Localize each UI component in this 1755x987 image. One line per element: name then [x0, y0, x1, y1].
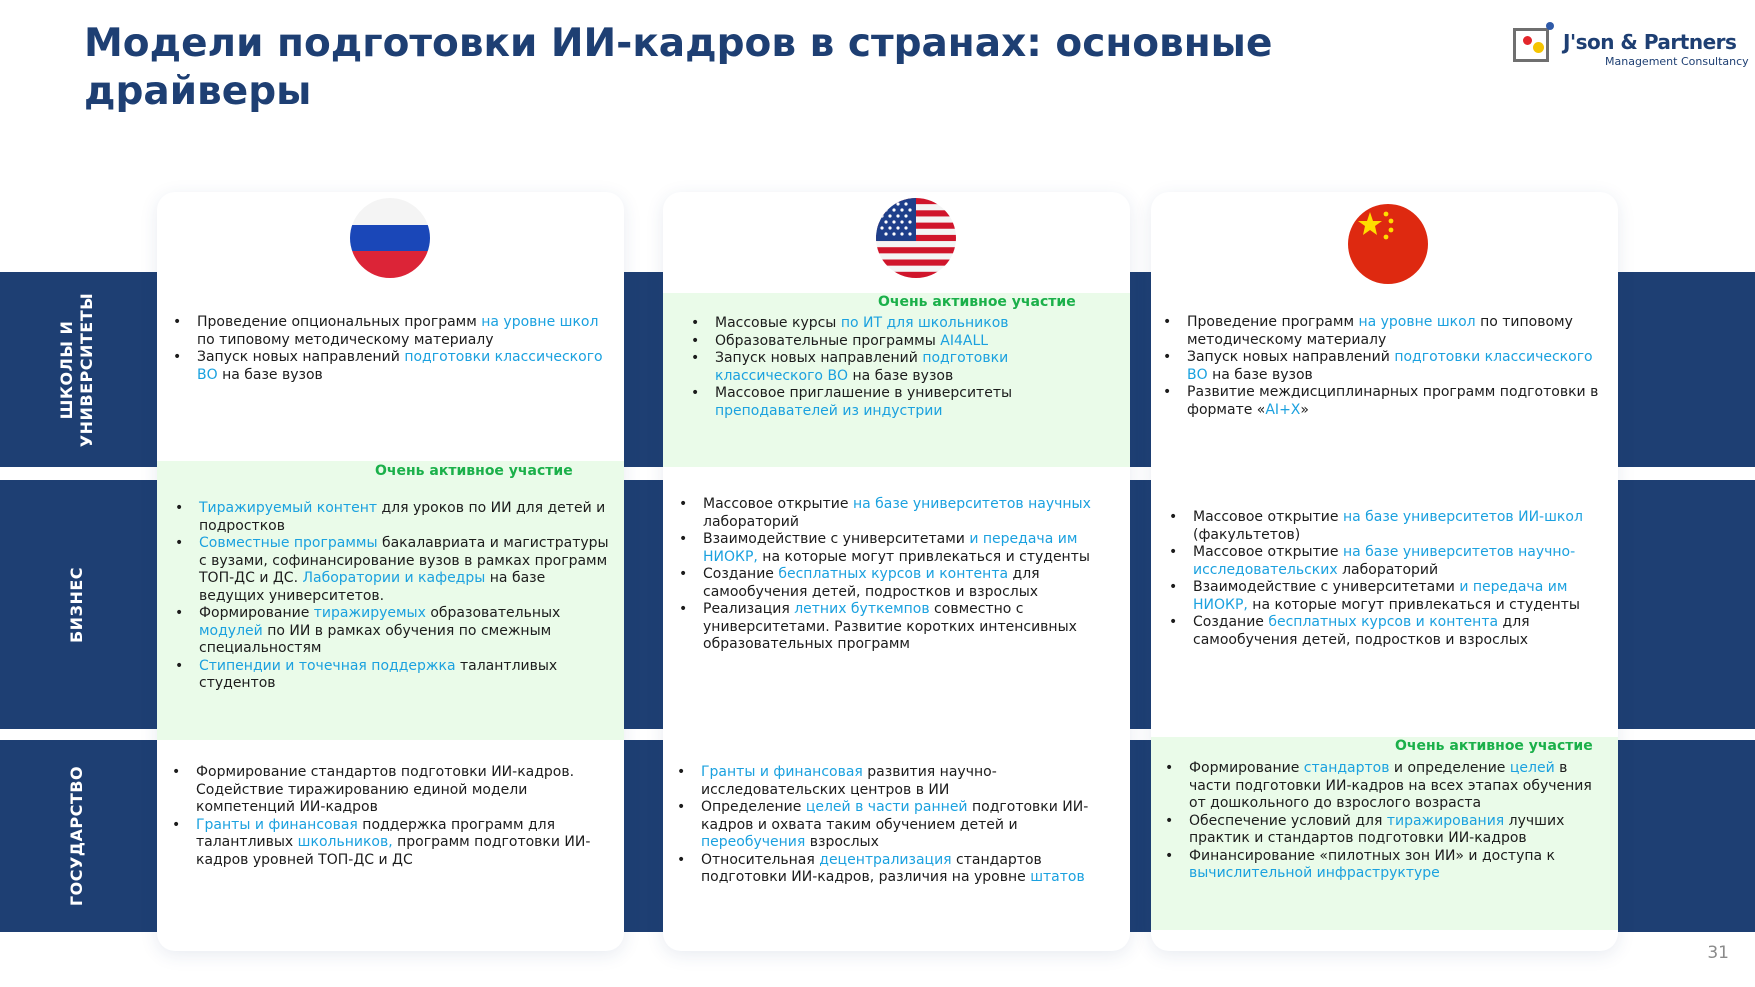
cell-usa-schools [663, 293, 1130, 467]
logo-tagline: Management Consultancy [1605, 55, 1749, 68]
item-list [687, 315, 1117, 420]
item-text: стандартов подготовки ИИ-кадров, различия на уровне [701, 851, 1042, 885]
highlighted-text: целей в части ранней [805, 799, 968, 815]
usa-flag-icon [876, 198, 956, 278]
highlighted-text: Тиражируемый контент [199, 500, 378, 516]
item-text: Определение [701, 799, 806, 815]
highlighted-text: на уровне школ [1358, 314, 1476, 330]
item-text: Взаимодействие с университетами [703, 531, 970, 547]
list-item [673, 799, 1118, 852]
item-text: бакалавриата и магистратуры с вузами, софинансирование вузов в рамках программ ТОП-ДС и ДС. [199, 535, 609, 586]
active-participation-label: Очень активное участие [375, 463, 573, 479]
cell-china-schools [1151, 272, 1618, 467]
item-text: Запуск новых направлений [197, 349, 405, 365]
item-list [171, 500, 611, 693]
company-logo [1513, 8, 1749, 68]
active-participation-label: Очень активное участие [878, 294, 1076, 310]
page-number: 31 [1707, 943, 1729, 963]
item-text: Формирование [1189, 760, 1304, 776]
item-text: (факультетов) [1193, 526, 1301, 543]
highlighted-text: Стипендии и точечная поддержка [199, 657, 456, 674]
item-list [1165, 509, 1605, 649]
highlighted-text: по ИТ для школьников [840, 315, 1009, 331]
item-text: программ подготовки ИИ-кадров уровней ТОП-ДС и ДС [196, 834, 591, 868]
item-text: лучших практик и стандартов подготовки ИИ-кадров [1189, 812, 1565, 846]
highlighted-text: переобучения [701, 834, 806, 850]
highlighted-text: тиражирования [1386, 812, 1505, 829]
highlighted-text: и передача им НИОКР, [703, 531, 1078, 565]
logo-mark-icon [1513, 22, 1555, 62]
list-item [1161, 813, 1601, 848]
item-text: поддержка программ для талантливых [196, 816, 556, 850]
row-label-text: ГОСУДАРСТВО [67, 765, 87, 907]
highlighted-text: Гранты и финансовая [196, 816, 358, 833]
item-text: для самообучения детей, подростков и взрослых [1193, 614, 1530, 648]
list-item [673, 764, 1118, 799]
highlighted-text: и передача им НИОКР, [1193, 579, 1568, 613]
highlighted-text: AI+X [1265, 401, 1301, 418]
list-item [1165, 544, 1605, 579]
country-card-china [1151, 192, 1618, 951]
cell-russia-schools [157, 272, 624, 467]
list-item [171, 605, 611, 658]
cell-china-business [1151, 480, 1618, 729]
highlighted-text: преподавателей из индустрии [715, 402, 943, 419]
item-text: лабораторий [703, 513, 799, 530]
row-label-schools [0, 272, 155, 467]
highlighted-text: децентрализация [819, 851, 952, 868]
cell-usa-government [663, 740, 1130, 932]
country-card-russia [157, 192, 624, 951]
item-text: развития научно-исследовательских центров в ИИ [701, 764, 997, 798]
item-text: Запуск новых направлений [1187, 349, 1395, 365]
highlighted-text: летних буткемпов [794, 601, 930, 617]
list-item [675, 496, 1120, 531]
active-participation-label: Очень активное участие [1395, 738, 1593, 754]
list-item [675, 531, 1120, 566]
list-item [673, 852, 1118, 887]
item-list [1159, 314, 1609, 419]
item-text: Образовательные программы [715, 332, 941, 349]
highlighted-text: подготовки классического ВО [197, 349, 603, 383]
highlighted-text: школьников, [297, 834, 393, 850]
item-text: по ИИ в рамках обучения по смежным специальностям [199, 622, 552, 656]
item-text: для самообучения детей, подростков и взрослых [703, 566, 1040, 600]
item-text: Обеспечение условий для [1189, 812, 1387, 829]
logo-brand: J'son & Partners [1563, 30, 1737, 54]
highlighted-text: на уровне школ [481, 314, 599, 330]
highlighted-text: бесплатных курсов и контента [1268, 614, 1499, 630]
list-item [687, 350, 1117, 385]
item-list [673, 764, 1118, 887]
list-item [168, 764, 608, 817]
list-item [1159, 349, 1609, 384]
item-text: Реализация [703, 601, 795, 617]
item-text: Массовое открытие [1193, 509, 1343, 525]
item-text: Взаимодействие с университетами [1193, 579, 1460, 595]
highlighted-text: на базе университетов ИИ-школ [1342, 509, 1583, 525]
item-text: Массовое открытие [703, 496, 853, 512]
item-text: Формирование [199, 605, 314, 621]
cell-usa-business [663, 480, 1130, 729]
list-item [1165, 509, 1605, 544]
list-item [687, 315, 1117, 333]
cell-russia-government [157, 740, 624, 932]
item-text: Массовое приглашение в университеты [715, 385, 1013, 401]
highlighted-text: на базе университетов научных [852, 496, 1091, 512]
item-text: в части подготовки ИИ-кадров на всех этапах обучения от дошкольного до взрослого возраста [1189, 760, 1592, 811]
item-text: Массовое открытие [1193, 544, 1343, 560]
item-text: на базе ведущих университетов. [199, 570, 546, 604]
highlighted-text: подготовки классического ВО [715, 350, 1009, 384]
item-list [168, 764, 608, 869]
item-list [169, 314, 619, 384]
highlighted-text: штатов [1030, 869, 1085, 885]
item-text: Массовые курсы [715, 315, 841, 331]
item-text: на базе вузов [217, 366, 323, 383]
item-text: для уроков по ИИ для детей и подростков [199, 500, 606, 534]
highlighted-text: Гранты и финансовая [701, 764, 863, 780]
list-item [169, 314, 619, 349]
highlighted-text: подготовки классического ВО [1187, 349, 1593, 383]
item-text: на которые могут привлекаться и студенты [1247, 596, 1580, 613]
list-item [1165, 579, 1605, 614]
list-item [1161, 760, 1601, 813]
item-text: Проведение программ [1187, 314, 1359, 330]
list-item [1159, 384, 1609, 419]
item-text: лабораторий [1337, 561, 1439, 578]
row-label-text: БИЗНЕС [67, 566, 87, 643]
item-text: Формирование стандартов подготовки ИИ-кадров. Содействие тиражированию единой модели компетенций ИИ-кадров [196, 764, 575, 815]
item-text: подготовки ИИ-кадров и охвата таким обучением детей и [701, 799, 1089, 833]
item-text: на базе вузов [1207, 366, 1313, 383]
item-text: талантливых студентов [199, 657, 558, 691]
list-item [1159, 314, 1609, 349]
row-label-text: ШКОЛЫ И УНИВЕРСИТЕТЫ [57, 292, 97, 447]
cell-russia-business [157, 461, 624, 740]
highlighted-text: бесплатных курсов и контента [778, 566, 1009, 582]
list-item [1165, 614, 1605, 649]
item-text: по типовому методическому материалу [1187, 314, 1573, 348]
highlighted-text: AI4ALL [940, 332, 989, 349]
list-item [687, 333, 1117, 351]
list-item [675, 601, 1120, 654]
list-item [168, 817, 608, 870]
list-item [687, 385, 1117, 420]
item-list [675, 496, 1120, 654]
item-text: Создание [703, 566, 779, 582]
russia-flag-icon [350, 198, 430, 278]
cell-china-government [1151, 737, 1618, 930]
highlighted-text: стандартов [1303, 760, 1390, 776]
row-label-government [0, 740, 155, 932]
highlighted-text: тиражируемых [313, 605, 426, 621]
list-item [171, 658, 611, 693]
item-text: взрослых [805, 834, 879, 850]
item-text: на базе вузов [848, 367, 954, 384]
list-item [1161, 848, 1601, 883]
item-text: совместно с университетами. Развитие коротких интенсивных образовательных программ [703, 601, 1077, 652]
item-text: Создание [1193, 614, 1269, 630]
highlighted-text: целей [1509, 760, 1555, 776]
list-item [675, 566, 1120, 601]
page-title: Модели подготовки ИИ-кадров в странах: основные драйверы [84, 21, 1273, 114]
item-list [1161, 760, 1601, 883]
item-text: на которые могут привлекаться и студенты [757, 548, 1090, 565]
item-text: Проведение опциональных программ [197, 314, 482, 330]
item-text: Запуск новых направлений [715, 350, 923, 366]
list-item [171, 500, 611, 535]
list-item [171, 535, 611, 605]
item-text: Финансирование «пилотных зон ИИ» и доступа к [1189, 847, 1556, 864]
item-text: образовательных [425, 605, 561, 621]
highlighted-text: вычислительной инфраструктуре [1189, 865, 1440, 881]
highlighted-text: на базе университетов научно-исследовательских [1193, 544, 1576, 578]
row-label-business [0, 480, 155, 729]
item-text: по типовому методическому материалу [197, 331, 494, 348]
list-item [169, 349, 619, 384]
highlighted-text: Лаборатории и кафедры [302, 570, 486, 586]
item-text: и определение [1389, 760, 1510, 776]
item-text: » [1300, 401, 1309, 418]
country-card-usa [663, 192, 1130, 951]
highlighted-text: Совместные программы [199, 535, 378, 551]
item-text: Относительная [701, 851, 820, 868]
item-text: Развитие междисциплинарных программ подготовки в формате « [1187, 384, 1599, 418]
highlighted-text: модулей [199, 622, 263, 639]
